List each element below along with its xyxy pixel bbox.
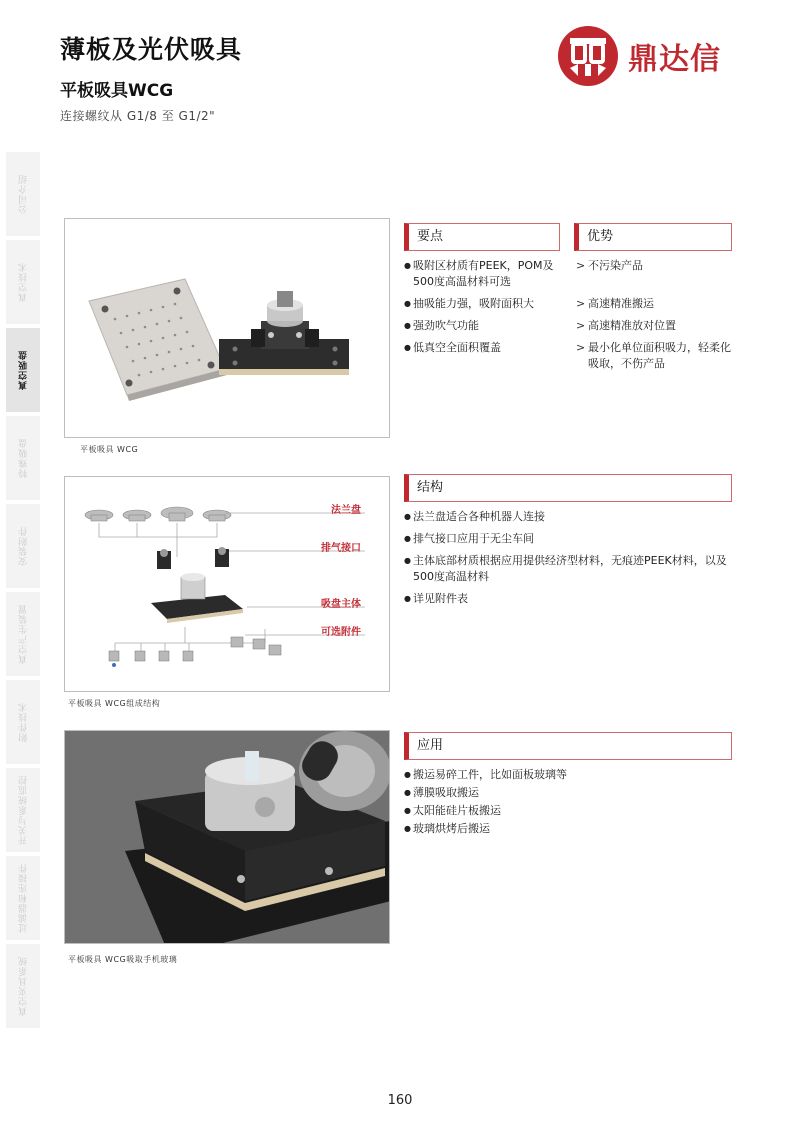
section-header-application: 应用 [404, 732, 732, 760]
side-item-label: 公司介绍 [18, 174, 29, 214]
list-item: ● 太阳能硅片板搬运 [404, 803, 732, 819]
application-list [404, 767, 732, 839]
product-photo [64, 218, 390, 438]
side-item-switches[interactable] [6, 768, 40, 854]
label-optional: 可选附件 [321, 627, 361, 638]
list-item: > 高速精准搬运 [576, 296, 734, 312]
label-body: 吸盘主体 [321, 599, 361, 610]
side-item-vacuum-generation[interactable] [6, 592, 40, 678]
list-item: ● 详见附件表 [404, 591, 732, 607]
side-item-filters[interactable] [6, 856, 40, 942]
side-item-company[interactable] [6, 152, 40, 238]
structure-list [404, 509, 732, 613]
list-item: > 不污染产品 [576, 258, 734, 274]
list-item: ● 法兰盘适合各种机器人连接 [404, 509, 732, 525]
side-item-label: 真空产生装置 [18, 604, 29, 664]
list-item: ● 低真空全面积覆盖 [404, 340, 574, 356]
list-item: ● 薄膜吸取搬运 [404, 785, 732, 801]
label-flange: 法兰盘 [331, 505, 361, 516]
product-title: 平板吸具WCG [60, 81, 174, 101]
list-item: ● 搬运易碎工件，比如面板玻璃等 [404, 767, 732, 783]
product-illustration [65, 219, 390, 438]
page-number: 160 [387, 1093, 413, 1108]
side-item-suction-cups[interactable] [6, 328, 40, 414]
figure-caption: 平板吸具 WCG组成结构 [68, 699, 161, 708]
list-item: > 高速精准放对位置 [576, 318, 734, 334]
list-item: > 最小化单位面积吸力，轻柔化吸取，不伤产品 [576, 340, 734, 372]
side-item-label: 过滤器和连接件 [18, 863, 29, 933]
list-item: ● 主体底部材质根据应用提供经济型材料，无痕迹PEEK材料，以及500度高温材料 [404, 553, 732, 585]
figure-caption: 平板吸具 WCG [80, 445, 139, 454]
side-item-mounting[interactable] [6, 504, 40, 590]
side-item-label: 附件技术 [18, 702, 29, 742]
structure-diagram [64, 476, 390, 692]
side-item-vacuum-tech[interactable] [6, 240, 40, 326]
section-header-structure: 结构 [404, 474, 732, 502]
list-item: ● 抽吸能力强，吸附面积大 [404, 296, 574, 312]
logo-text: 鼎达信 [628, 42, 721, 77]
side-item-accessory-tech[interactable] [6, 680, 40, 766]
side-item-label: 开关与系统监控 [18, 775, 29, 845]
side-item-label: 安装附件 [18, 526, 29, 566]
key-points-list [404, 258, 574, 362]
application-illustration [65, 731, 390, 944]
list-item: ● 玻璃烘烤后搬运 [404, 821, 732, 837]
thread-description: 连接螺纹从 G1/8 至 G1/2" [60, 109, 216, 123]
page-title: 薄板及光伏吸具 [60, 35, 243, 64]
list-item: ● 吸附区材质有PEEK，POM及500度高温材料可选 [404, 258, 574, 290]
side-nav [6, 152, 40, 1038]
side-item-special-cups[interactable] [6, 416, 40, 502]
logo-emblem-icon [556, 24, 622, 88]
side-item-clamping[interactable] [6, 944, 40, 1030]
side-item-label: 特殊吸盘 [18, 438, 29, 478]
advantages-list [576, 258, 734, 378]
company-logo [556, 24, 742, 88]
section-header-advantages: 优势 [574, 223, 732, 251]
side-item-label: 真空吸盘 [18, 350, 29, 390]
figure-caption: 平板吸具 WCG吸取手机玻璃 [68, 955, 178, 964]
application-photo [64, 730, 390, 944]
side-item-label: 真空技术 [18, 262, 29, 302]
label-exhaust: 排气接口 [321, 543, 361, 554]
section-header-key-points: 要点 [404, 223, 560, 251]
side-item-label: 真空夹具系统 [18, 956, 29, 1016]
list-item: ● 排气接口应用于无尘车间 [404, 531, 732, 547]
list-item: ● 强劲吹气功能 [404, 318, 574, 334]
